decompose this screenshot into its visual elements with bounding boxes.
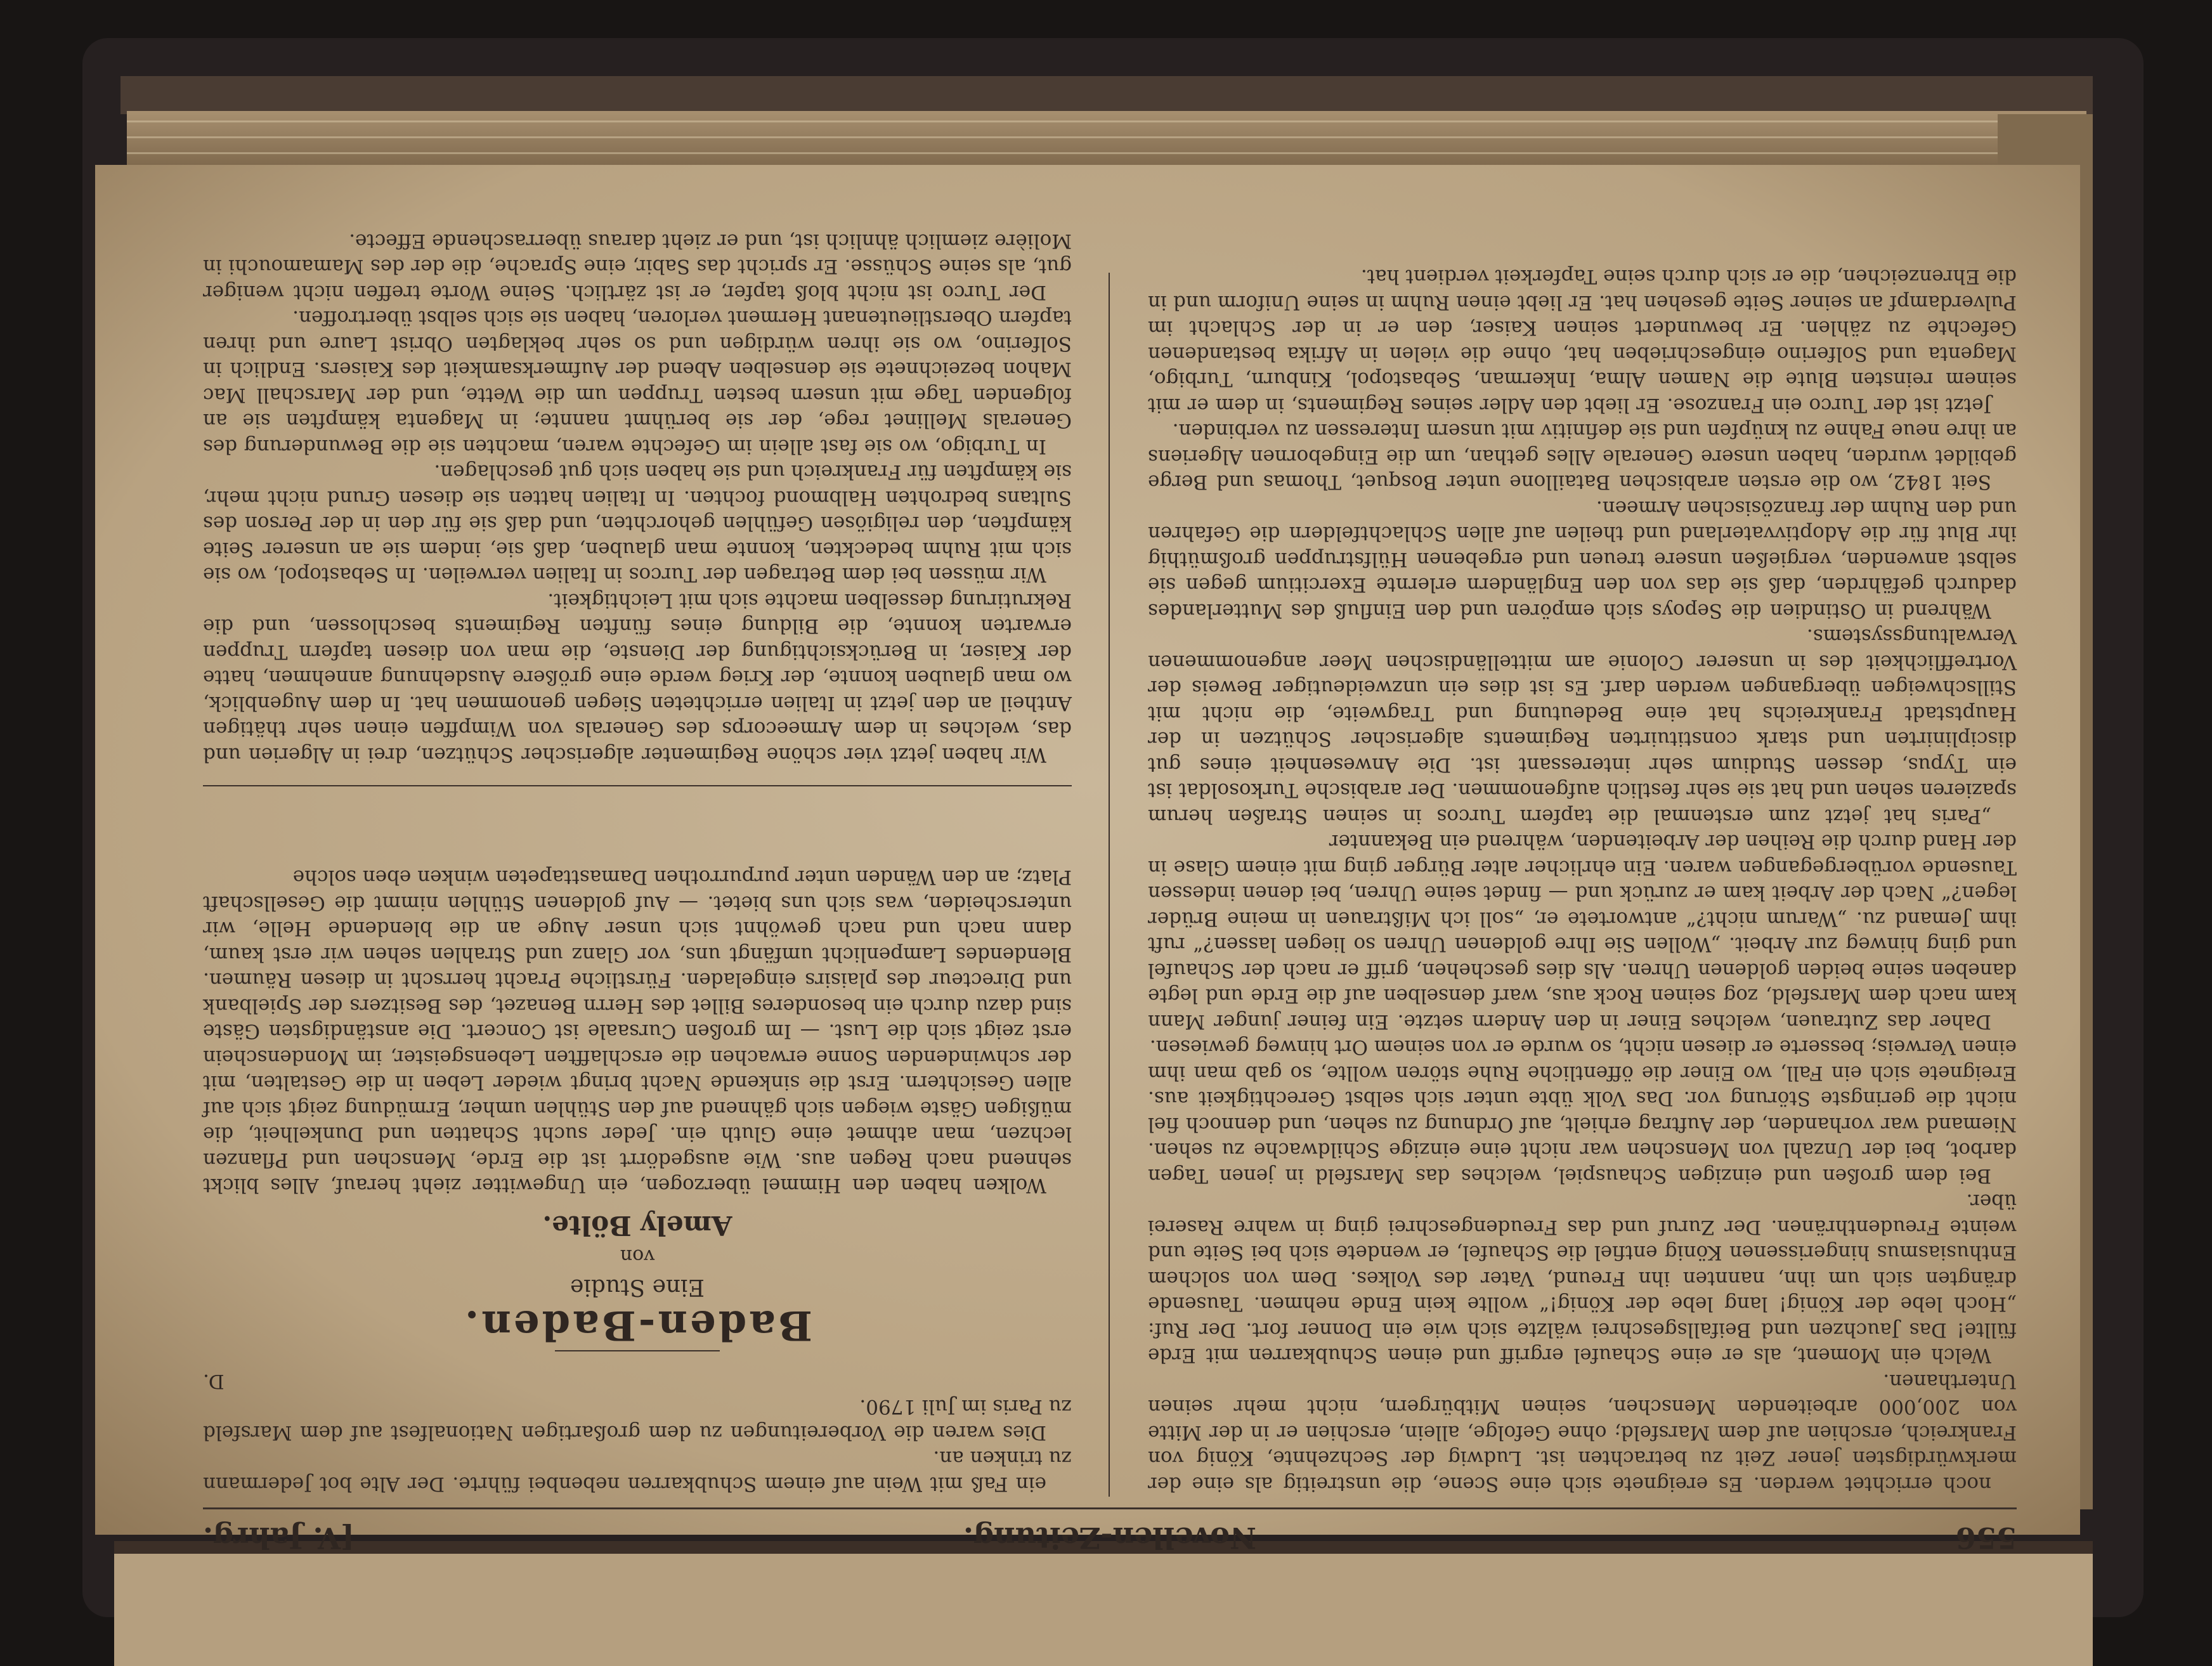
story-author: Amely Bölte. — [542, 1210, 732, 1241]
right-column — [203, 864, 1072, 1497]
paragraph: ein Faß mit Wein auf einem Schubkarren nebenbei führte. Der Alte bot Jedermann zu trinken an. — [203, 1447, 1072, 1495]
paragraph: noch errichtet werden. Es ereignete sich eine Scene, die unstreitig als eine der merkwürdigsten jener Zeit zu betrachten ist. Ludwig der Sechzehnte, König von Frankreich, erschien auf dem Marsfeld; ohne Gefolge, allein, erschien er in der Mitte von 200,000 arbeitenden Menschen, seinen Mitbürgern, nicht mehr seinen Unterthanen. — [1148, 1370, 2017, 1495]
paragraph: Welch ein Moment, als er eine Schaufel ergriff und einen Schubkarren mit Erde füllte! Das Jauchzen und Beifallsgeschrei wälzte sich wie ein Donner fort. Der Ruf: „Hoch lebe der König! lang lebe der König!“ wollte kein Ende nehmen. Tausende drängten sich um ihn, nannten ihn Freund, Vater des Volkes. Dem von solchem Enthusiasmus hingerissenen König entfiel die Schaufel, er wendete sich bei Seite und weinte Freudenthränen. Der Zuruf und das Freudengeschrei ging in wahre Raserei über. — [1148, 1190, 2017, 1367]
paragraph: In Turbigo, wo sie fast allein im Gefechte waren, machten sie die Bewunderung des Generals Mellinet rege, der sie berühmt nannte; in Magenta kämpften sie an folgenden Tage mit unsern besten Truppen um die Wette, und der Marschall Mac Mahon bezeichnete sie denselben Abend der Aufmerksamkeit des Kaisers. Endlich in Solferino, wo sie ihren würdigen und so sehr beklagten Obrist Laure und ihren tapfern Oberstlieutenant Herment verloren, haben sie sich selbst übertroffen. — [203, 306, 1072, 458]
story-subtitle: Eine Studie — [570, 1274, 705, 1300]
section-rule — [203, 785, 1072, 786]
paragraph: Wir müssen bei dem Betragen der Turcos in Italien verweilen. In Sebastopol, wo sie sich mit Ruhm bedeckten, konnte man glauben, daß sie, indem sie an unserer Seite kämpften, den religiösen Gefühlen gehorchten, und daß sie für den in der Person des Sultans bedrohten Halbmond fochten. In Italien hatten sie diesen Grund nicht mehr, sie kämpften für Frankreich und sie haben sich gut geschlagen. — [203, 460, 1072, 587]
left-column — [1148, 264, 2017, 1497]
paragraph: Seit 1842, wo die ersten arabischen Bataillone unter Bosquet, Thomas und Berge gebildet wurden, haben unsere Generale Alles gethan, um die Eingebornen Algeriens an ihre neue Fahne zu knüpfen und sie definitiv mit unsern Interessen zu verbinden. — [1148, 419, 2017, 494]
printed-page — [203, 230, 2017, 1560]
section-divider — [555, 1351, 720, 1352]
volume-label: [V. Jahrg. — [203, 1521, 355, 1555]
right-column-lower — [203, 228, 1072, 768]
paragraph: Daher das Zutrauen, welches Einer in den Andern setzte. Ein feiner junger Mann kam nach dem Marsfeld, zog seinen Rock aus, warf denselben auf die Erde und legte daneben seine beiden goldenen Uhren. Als dies geschehen, griff er nach der Schaufel und ging hinweg zur Arbeit. „Wollen Sie Ihre goldenen Uhren so liegen lassen?“ ruft ihm Jemand zu. „Warum nicht?“ antwortete er, „soll ich Mißtrauen in meine Brüder legen?“ Nach der Arbeit kam er zurück und — findet seine Uhren, bei denen indessen Tausende vorübergegangen waren. Ein ehrlicher alter Bürger ging mit einem Glase in der Hand durch die Reihen der Arbeitenden, während ein Bekannter — [1148, 830, 2017, 1033]
paragraph: Der Turco ist nicht bloß tapfer, er ist zärtlich. Seine Worte treffen nicht weniger gut, als seine Schüsse. Er spricht das Sabir, eine Sprache, die der des Mamamouchi in Molière ziemlich ähnlich ist, und er zieht daraus überraschende Effecte. — [203, 230, 1072, 304]
story-by: von — [620, 1245, 655, 1268]
page-header — [203, 1507, 2017, 1560]
paragraph: „Paris hat jetzt zum erstenmal die tapfern Turcos in seinen Straßen herum spazieren sehen und hat sie sehr festlich aufgenommen. Der arabische Turkosoldat ist ein Typus, dessen Studium sehr interessant ist. Die Anwesenheit eines gut disciplinirten und stark constituirten Regiments algerischer Schützen in der Hauptstadt Frankreichs hat eine Bedeutung und Tragweite, die nicht mit Stillschweigen übergangen werden darf. Es ist dies ein unzweideutiger Beweis der Vortrefflichkeit des in unserer Colonie am mittelländischen Meer angenommenen Verwaltungssystems. — [1148, 625, 2017, 828]
paragraph: Bei dem großen und einzigen Schauspiel, welches das Marsfeld in jenen Tagen darbot, bei der Unzahl von Menschen war nicht eine einzige Schildwache zu sehen. Niemand war vorhanden, der Auftrag erhielt, auf Ordnung zu sehen, und dennoch fiel nicht die geringste Störung vor. Das Volk übte unter sich selbst Gerechtigkeit aus. Ereignete sich ein Fall, wo Einer die öffentliche Ruhe stören wollte, so gab man ihm einen Verweis; besserte er diesen nicht, so wurde er von seinem Ort hinweg gewiesen. — [1148, 1036, 2017, 1187]
story-title: Baden-Baden. — [462, 1301, 812, 1350]
paragraph: Wir haben jetzt vier schöne Regimenter algerischer Schützen, drei in Algerien und das, welches in dem Armeecorps des Generals von Wimpffen einen sehr thätigen Antheil an den jetzt in Italien errichteten Siegen genommen hat. In dem Augenblick, wo man glauben konnte, der Krieg werde eine größere Ausdehnung annehmen, hatte der Kaiser, in Berücksichtigung der Dienste, die man von diesen tapfern Truppen erwarten konnte, die Bildung eines fünften Regiments beschlossen, und die Rekrutirung desselben machte sich mit Leichtigkeit. — [203, 589, 1072, 766]
paragraph: Dies waren die Vorbereitungen zu dem großartigen Nationalfest auf dem Marsfeld zu Paris im Juli 1790. — [203, 1395, 1072, 1444]
paragraph: Jetzt ist der Turco ein Franzose. Er liebt den Adler seines Regiments, in dem er mit seinem reinsten Blute die Namen Alma, Inkerman, Sebastopol, Kinburn, Turbigo, Magenta und Solferino eingeschrieben hat, ohne die vielen in Afrika bestandenen Gefechte zu zählen. Er bewundert seinen Kaiser, den er in der Schlacht im Pulverdampf an seiner Seite gesehen hat. Er liebt einen Ruhm in seine Uniform und in die Ehrenzeichen, die er sich durch seine Tapferkeit verdient hat. — [1148, 265, 2017, 417]
page-number: 556 — [1955, 1521, 2017, 1555]
paragraph: Während in Ostindien die Sepoys sich empören und den Einfluß des Mutterlandes dadurch gefährden, daß sie das von den Engländern erlernte Exercitium gegen sie selbst anwenden, vergießen unsere treuen und ergebenen Hülfstruppen großmüthig ihr Blut für die Adoptivvaterland und theilen auf allen Schlachtfeldern die Gefahren und den Ruhm der französischen Armeen. — [1148, 497, 2017, 622]
journal-title: Novellen-Zeitung. — [963, 1521, 1257, 1555]
signature: D. — [203, 1370, 224, 1393]
column-divider — [1109, 273, 1110, 1497]
paragraph: Wolken haben den Himmel überzogen, ein Ungewitter zieht herauf, Alles blickt sehnend nach Regen aus. Wie ausgedörrt ist die Erde, Menschen und Pflanzen lechzen, man athmet eine Gluth ein. Jeder sucht Schatten und Dunkelheit, die müßigen Gäste wiegen sich gähnend auf den Stühlen umher, Ermüdung zeigt sich auf allen Gesichtern. Erst die sinkende Nacht bringt wieder Leben in die Gestalten, mit der schwindenden Sonne erwachen die erschlafften Lebensgeister, im Mondenschein erst zeigt sich die Lust. — Im großen Cursaale ist Concert. Die anständigsten Gäste sind dazu durch ein besonderes Billet des Herrn Benazet, des Besitzers der Spielbank und Directeur des plaisirs eingeladen. Fürstliche Pracht herrscht in diesen Räumen. Blendendes Lampenlicht umfängt uns, vor Glanz und Strahlen sehen wir erst kaum, dann nach und nach gewöhnt sich unser Auge an die blendende Helle, wir unterscheiden, was sich uns bietet. — Auf goldenen Stühlen nimmt die Gesellschaft Platz; an den Wänden unter purpurrothen Damasttapeten winken eben solche — [203, 866, 1072, 1197]
